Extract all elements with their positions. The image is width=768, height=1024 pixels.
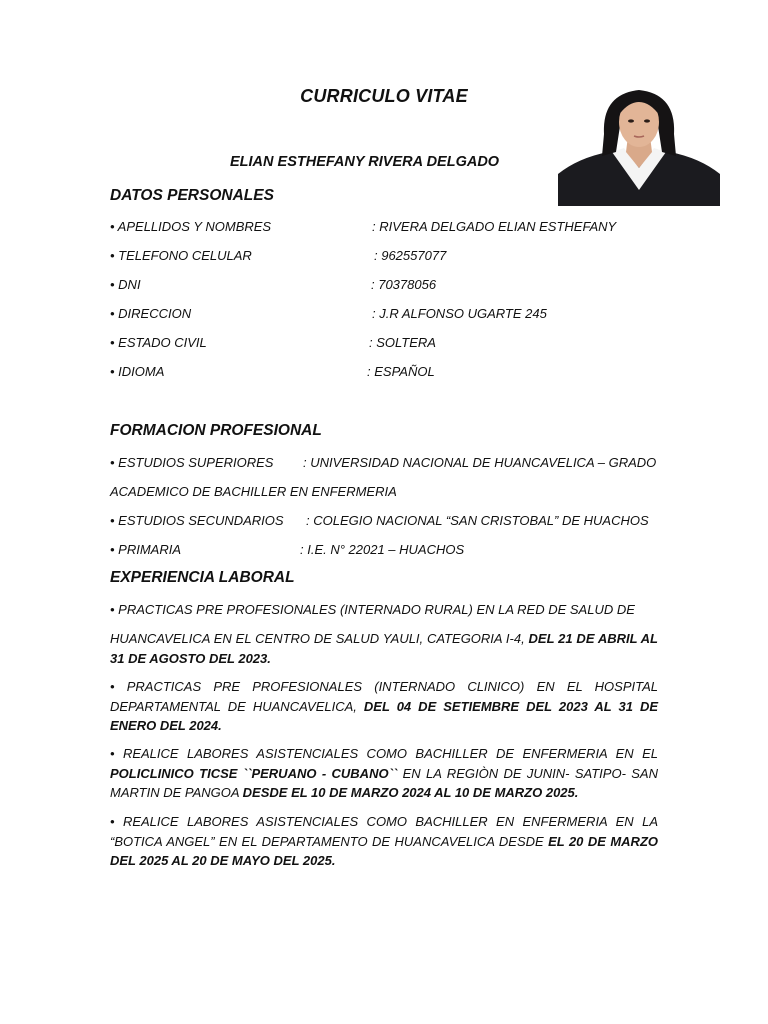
row-label: • ESTUDIOS SECUNDARIOS — [110, 513, 284, 528]
experience-item-3 — [110, 744, 658, 803]
experience-item-1-dates: DEL 21 DE ABRIL AL 31 DE AGOSTO DEL 2023. — [110, 631, 658, 666]
education-row-superior — [110, 455, 657, 470]
section-heading-education: FORMACION PROFESIONAL — [110, 422, 322, 439]
experience-item-4-dates: EL 20 DE MARZO DEL 2025 AL 20 DE MAYO DEL 2025. — [110, 833, 658, 868]
row-label: • DNI — [110, 277, 141, 292]
document-title: CURRICULO VITAE — [300, 86, 468, 106]
personal-row-idioma — [110, 364, 435, 379]
personal-row-direccion — [110, 306, 547, 321]
personal-row-dni — [110, 277, 437, 292]
candidate-name: ELIAN ESTHEFANY RIVERA DELGADO — [230, 154, 500, 170]
row-value: : COLEGIO NACIONAL “SAN CRISTOBAL” DE HUACHOS — [306, 513, 649, 528]
row-value: : ESPAÑOL — [367, 364, 435, 379]
row-value: : RIVERA DELGADO ELIAN ESTHEFANY — [372, 219, 617, 234]
experience-item-1-line-1: • PRACTICAS PRE PROFESIONALES (INTERNADO RURAL) EN LA RED DE SALUD DE — [110, 602, 635, 617]
experience-item-4 — [110, 812, 658, 871]
row-label: • PRIMARIA — [110, 542, 182, 557]
experience-item-3-place: POLICLINICO TICSE ``PERUANO - CUBANO`` — [110, 765, 398, 781]
experience-item-2-text: • PRACTICAS PRE PROFESIONALES (INTERNADO CLINICO) EN EL HOSPITAL DEPARTAMENTAL DE HUANCAVELICA, — [110, 679, 658, 714]
experience-item-2-dates: DEL 04 DE SETIEMBRE DEL 2023 AL 31 DE ENERO DEL 2024. — [110, 698, 658, 733]
row-label: • ESTADO CIVIL — [110, 335, 207, 350]
section-heading-personal: DATOS PERSONALES — [110, 187, 274, 204]
education-row-secundaria — [110, 513, 649, 528]
row-label: • DIRECCION — [110, 306, 192, 321]
personal-row-nombres — [110, 219, 617, 234]
experience-item-2 — [110, 677, 658, 736]
section-heading-experience: EXPERIENCIA LABORAL — [110, 569, 295, 586]
education-superior-continuation: ACADEMICO DE BACHILLER EN ENFERMERIA — [110, 484, 397, 499]
experience-item-3-dates: DESDE EL 10 DE MARZO 2024 AL 10 DE MARZO 2025. — [242, 785, 579, 800]
experience-item-3-text: • REALICE LABORES ASISTENCIALES COMO BACHILLER DE ENFERMERIA EN EL — [110, 746, 658, 761]
education-row-primaria — [110, 542, 465, 557]
personal-row-estado-civil — [110, 335, 436, 350]
row-value: : UNIVERSIDAD NACIONAL DE HUANCAVELICA – GRADO — [303, 455, 657, 470]
profile-photo — [558, 86, 720, 206]
experience-item-4-text: • REALICE LABORES ASISTENCIALES COMO BACHILLER EN ENFERMERIA EN LA “BOTICA ANGEL” EN EL DEPARTAMENTO DE HUANCAVELICA DESDE — [110, 814, 658, 849]
row-value: : 962557077 — [374, 248, 447, 263]
row-label: • APELLIDOS Y NOMBRES — [110, 219, 272, 234]
experience-item-3-text-2: EN LA REGIÒN DE JUNIN- SATIPO- SAN MARTIN DE PANGOA — [110, 765, 658, 800]
row-value: : J.R ALFONSO UGARTE 245 — [372, 306, 547, 321]
row-value: : 70378056 — [371, 277, 437, 292]
row-label: • IDIOMA — [110, 364, 165, 379]
experience-item-1-text: HUANCAVELICA EN EL CENTRO DE SALUD YAULI, CATEGORIA I-4, — [110, 631, 529, 646]
row-label: • ESTUDIOS SUPERIORES — [110, 455, 274, 470]
row-label: • TELEFONO CELULAR — [110, 248, 252, 263]
row-value: : I.E. N° 22021 – HUACHOS — [300, 542, 465, 557]
experience-item-1 — [110, 629, 658, 668]
row-value: : SOLTERA — [369, 335, 436, 350]
personal-row-telefono — [110, 248, 447, 263]
person-portrait-icon — [558, 86, 720, 206]
